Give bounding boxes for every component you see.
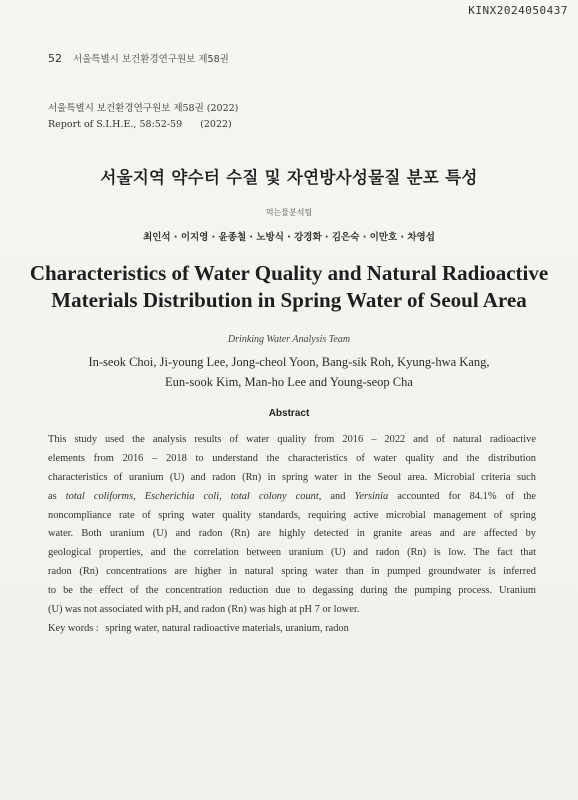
abstract-line: radon (Rn) concentrations are higher in natural spring water than in pumped groundwater is inferred [48, 566, 536, 578]
korean-team: 먹는물분석팀 [265, 208, 313, 217]
journal-name: 서울특별시 보건환경연구원보 제58권 [73, 54, 229, 65]
english-title [20, 260, 558, 314]
term-yersinia: Yersinia [354, 490, 389, 502]
keywords-text: spring water, natural radioactive materials, uranium, radon [105, 623, 349, 634]
abstract-text: accounted for 84.1% of the [397, 490, 536, 502]
abstract-line: (U) was not associated with pH, and radon (Rn) was high at pH 7 or lower. [48, 604, 360, 616]
abstract-line: to be the effect of the concentration reduction due to degassing during the pumping process. Uranium [48, 585, 536, 597]
document-id-stamp: KINX2024050437 [468, 4, 568, 17]
keywords [48, 623, 349, 634]
report-info [48, 101, 238, 133]
term-total-colony-count: total colony count, [230, 490, 322, 502]
term-total-coliforms: total coliforms, [65, 490, 136, 502]
english-authors [20, 352, 558, 392]
abstract-line: This study used the analysis results of water quality from 2016 – 2022 and of natural radioactive [48, 434, 536, 445]
abstract-line: elements from 2016 – 2018 to understand the characteristics of water quality and the distribution [48, 452, 536, 464]
page-number: 52 [48, 52, 62, 65]
abstract-heading: Abstract [268, 408, 310, 419]
term-escherichia-coli: Escherichia coli, [144, 490, 222, 502]
english-team: Drinking Water Analysis Team [227, 334, 351, 345]
report-citation: Report of S.I.H.E., 58:52-59 [48, 119, 183, 130]
english-authors-line-2: Eun-sook Kim, Man-ho Lee and Young-seop Cha [165, 375, 413, 389]
report-info-english [48, 117, 238, 133]
english-title-line-2: Materials Distribution in Spring Water of Seoul Area [51, 288, 527, 312]
abstract-text: and [330, 490, 346, 502]
abstract-body [48, 431, 536, 620]
korean-authors: 최인석 · 이지영 · 윤종철 · 노방식 · 강경화 · 김은숙 · 이만호 · 차영섭 [143, 232, 435, 243]
running-head [48, 51, 229, 65]
keywords-label: Key words : [48, 623, 99, 634]
english-authors-line-1: In-seok Choi, Ji-young Lee, Jong-cheol Yoon, Bang-sik Roh, Kyung-hwa Kang, [88, 355, 490, 369]
abstract-line: geological properties, and the correlation between uranium (U) and radon (Rn) is low. The fact that [48, 547, 536, 559]
english-title-line-1: Characteristics of Water Quality and Natural Radioactive [29, 261, 549, 285]
abstract-line: characteristics of uranium (U) and radon (Rn) in spring water in the Seoul area. Microbial criteria such [48, 471, 536, 483]
abstract-text: as [48, 490, 57, 502]
abstract-line: water. Both uranium (U) and radon (Rn) are highly detected in granite areas and are affected by [48, 528, 536, 540]
report-year: (2022) [200, 119, 232, 130]
abstract-line: noncompliance rate of spring water quality standards, requiring active microbial management of spring [48, 509, 536, 521]
korean-title: 서울지역 약수터 수질 및 자연방사성물질 분포 특성 [100, 168, 478, 187]
report-info-korean: 서울특별시 보건환경연구원보 제58권 (2022) [48, 103, 239, 114]
abstract-line [48, 488, 536, 507]
